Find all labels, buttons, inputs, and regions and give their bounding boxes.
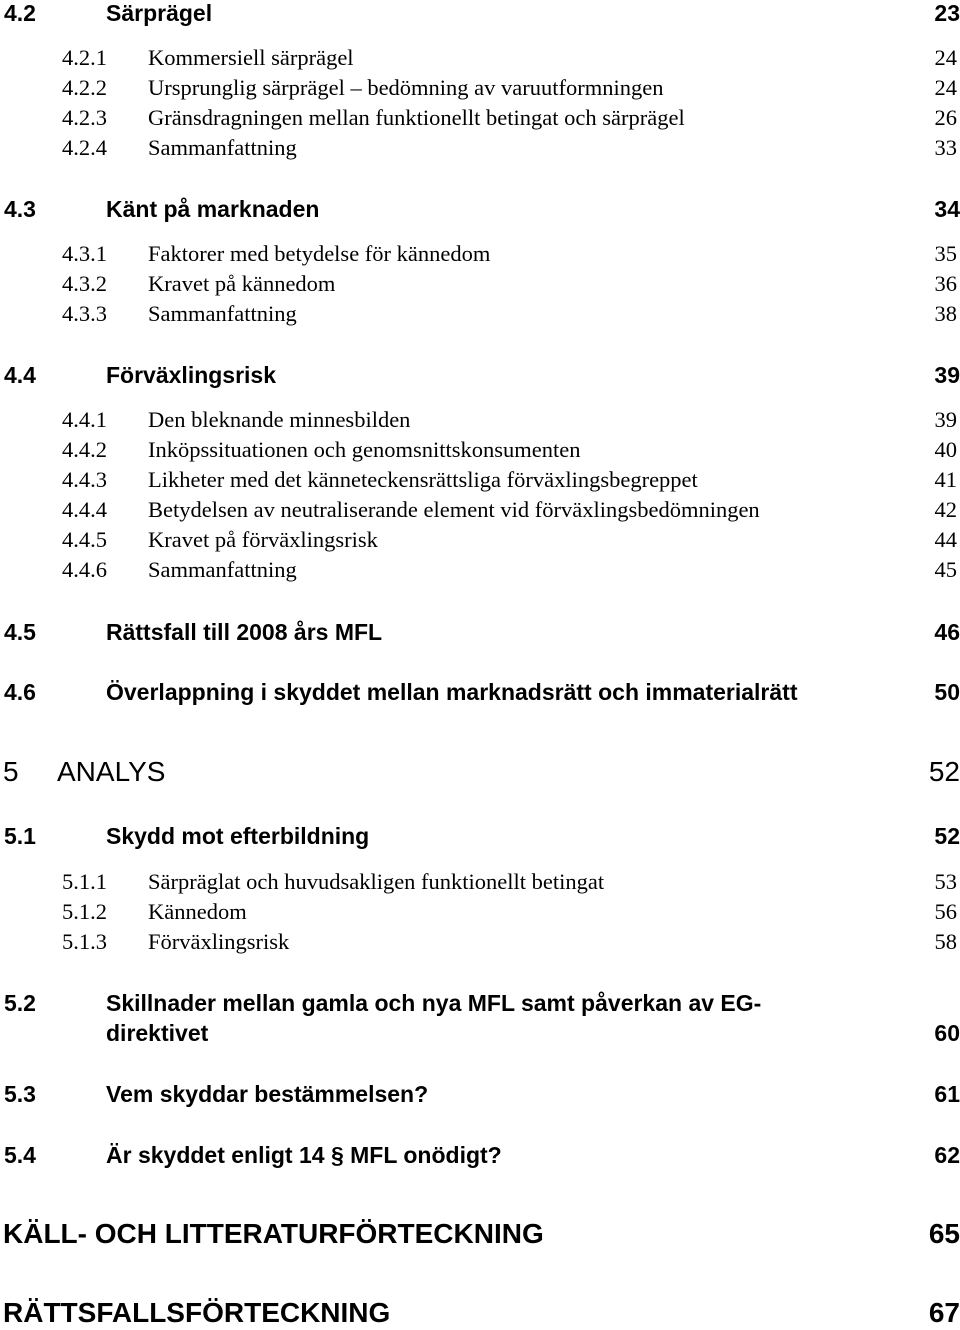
toc-entry-4-6[interactable] bbox=[0, 679, 960, 709]
section-title: Överlappning i skyddet mellan marknadsrätt och immaterialrätt bbox=[106, 679, 798, 705]
section-number: 5.1 bbox=[4, 823, 36, 849]
section-number: 4.2.3 bbox=[62, 105, 107, 130]
page-number: 35 bbox=[934, 241, 957, 266]
section-number: 4.3.1 bbox=[62, 241, 107, 266]
toc-entry-4-4-5[interactable] bbox=[0, 527, 960, 557]
page-number: 41 bbox=[934, 467, 957, 492]
section-title: Kravet på kännedom bbox=[148, 271, 336, 296]
toc-entry-5-2[interactable] bbox=[0, 990, 960, 1050]
section-number: 4.5 bbox=[4, 619, 36, 645]
section-title: Betydelsen av neutraliserande element vid förväxlingsbedömningen bbox=[148, 497, 760, 522]
toc-entry-4-3-2[interactable] bbox=[0, 271, 960, 301]
section-title: Sammanfattning bbox=[148, 557, 297, 582]
toc-entry-4-4-2[interactable] bbox=[0, 437, 960, 467]
page-number: 62 bbox=[934, 1142, 960, 1168]
toc-entry-4-2-3[interactable] bbox=[0, 105, 960, 135]
page-number: 52 bbox=[934, 823, 960, 849]
section-title: Kravet på förväxlingsrisk bbox=[148, 527, 378, 552]
section-title: Den bleknande minnesbilden bbox=[148, 407, 411, 432]
page-number: 45 bbox=[934, 557, 957, 582]
page-number: 39 bbox=[934, 407, 957, 432]
toc-entry-4-2-2[interactable] bbox=[0, 75, 960, 105]
section-number: 5.1.3 bbox=[62, 929, 107, 954]
chapter-number: 5 bbox=[3, 756, 19, 787]
toc-entry-4-2[interactable] bbox=[0, 0, 960, 30]
section-title: Sammanfattning bbox=[148, 135, 297, 160]
section-title-line-2: direktivet bbox=[106, 1020, 209, 1046]
page-number: 44 bbox=[934, 527, 957, 552]
section-title: Särpräglat och huvudsakligen funktionellt betingat bbox=[148, 869, 605, 894]
section-title: Särprägel bbox=[106, 0, 213, 26]
section-number: 4.2.2 bbox=[62, 75, 107, 100]
page-number: 26 bbox=[934, 105, 957, 130]
section-title: Skydd mot efterbildning bbox=[106, 823, 370, 849]
toc-entry-4-5[interactable] bbox=[0, 619, 960, 649]
page-number: 65 bbox=[928, 1218, 960, 1249]
section-number: 5.1.1 bbox=[62, 869, 107, 894]
toc-entry-5-1[interactable] bbox=[0, 823, 960, 853]
toc-entry-4-4-1[interactable] bbox=[0, 407, 960, 437]
toc-entry-rattsfallsforteckning[interactable] bbox=[0, 1297, 960, 1327]
section-title: Känt på marknaden bbox=[106, 196, 320, 222]
toc-entry-kallforteckning[interactable] bbox=[0, 1218, 960, 1248]
toc-entry-5-1-1[interactable] bbox=[0, 869, 960, 899]
section-number: 5.1.2 bbox=[62, 899, 107, 924]
page-number: 39 bbox=[934, 362, 960, 388]
section-number: 4.4.5 bbox=[62, 527, 107, 552]
section-title: Förväxlingsrisk bbox=[148, 929, 290, 954]
section-number: 4.2.4 bbox=[62, 135, 107, 160]
page-number: 50 bbox=[934, 679, 960, 705]
toc-entry-4-3[interactable] bbox=[0, 196, 960, 226]
section-title: Är skyddet enligt 14 § MFL onödigt? bbox=[106, 1142, 502, 1168]
page-number: 46 bbox=[934, 619, 960, 645]
toc-entry-4-4[interactable] bbox=[0, 362, 960, 392]
page-number: 24 bbox=[934, 75, 957, 100]
page-number: 23 bbox=[934, 0, 960, 26]
page-number: 24 bbox=[934, 45, 957, 70]
toc-entry-4-4-4[interactable] bbox=[0, 497, 960, 527]
section-title: Likheter med det känneteckensrättsliga förväxlingsbegreppet bbox=[148, 467, 698, 492]
section-number: 4.2.1 bbox=[62, 45, 107, 70]
section-number: 4.4.1 bbox=[62, 407, 107, 432]
section-number: 4.3.3 bbox=[62, 301, 107, 326]
toc-entry-4-3-3[interactable] bbox=[0, 301, 960, 331]
toc-entry-4-2-4[interactable] bbox=[0, 135, 960, 165]
toc-entry-5-1-2[interactable] bbox=[0, 899, 960, 929]
page-number: 40 bbox=[934, 437, 957, 462]
section-title: Faktorer med betydelse för kännedom bbox=[148, 241, 491, 266]
toc-entry-4-3-1[interactable] bbox=[0, 241, 960, 271]
toc-entry-4-4-3[interactable] bbox=[0, 467, 960, 497]
section-number: 4.4.2 bbox=[62, 437, 107, 462]
section-title: Ursprunglig särprägel – bedömning av varuutformningen bbox=[148, 75, 664, 100]
page-number: 53 bbox=[934, 869, 957, 894]
page-number: 60 bbox=[934, 1020, 960, 1046]
toc-entry-5-3[interactable] bbox=[0, 1081, 960, 1111]
page-number: 33 bbox=[934, 135, 957, 160]
chapter-title: ANALYS bbox=[57, 756, 166, 787]
toc-entry-5-1-3[interactable] bbox=[0, 929, 960, 959]
toc-entry-4-2-1[interactable] bbox=[0, 45, 960, 75]
page-number: 36 bbox=[934, 271, 957, 296]
toc-entry-4-4-6[interactable] bbox=[0, 557, 960, 587]
section-number: 4.4.3 bbox=[62, 467, 107, 492]
section-title: Rättsfall till 2008 års MFL bbox=[106, 619, 383, 645]
section-number: 4.4 bbox=[4, 362, 36, 388]
section-number: 4.2 bbox=[4, 0, 36, 26]
page-number: 34 bbox=[934, 196, 960, 222]
section-title: Sammanfattning bbox=[148, 301, 297, 326]
page-number: 56 bbox=[934, 899, 957, 924]
section-number: 5.3 bbox=[4, 1081, 36, 1107]
section-title: Kännedom bbox=[148, 899, 247, 924]
page-number: 52 bbox=[928, 756, 960, 787]
page-number: 42 bbox=[934, 497, 957, 522]
chapter-title: KÄLL- OCH LITTERATURFÖRTECKNING bbox=[3, 1218, 544, 1249]
section-number: 5.2 bbox=[4, 990, 36, 1016]
section-number: 5.4 bbox=[4, 1142, 36, 1168]
section-title: Gränsdragningen mellan funktionellt betingat och särprägel bbox=[148, 105, 685, 130]
page-number: 38 bbox=[934, 301, 957, 326]
section-title: Vem skyddar bestämmelsen? bbox=[106, 1081, 429, 1107]
toc-entry-5-4[interactable] bbox=[0, 1142, 960, 1172]
section-number: 4.4.6 bbox=[62, 557, 107, 582]
page-number: 67 bbox=[928, 1297, 960, 1328]
page-number: 58 bbox=[934, 929, 957, 954]
section-title: Kommersiell särprägel bbox=[148, 45, 354, 70]
section-title-line-1: Skillnader mellan gamla och nya MFL samt påverkan av EG- bbox=[106, 990, 762, 1016]
page-number: 61 bbox=[934, 1081, 960, 1107]
section-title: Inköpssituationen och genomsnittskonsumenten bbox=[148, 437, 581, 462]
section-number: 4.6 bbox=[4, 679, 36, 705]
toc-entry-5[interactable] bbox=[0, 756, 960, 786]
section-number: 4.3.2 bbox=[62, 271, 107, 296]
section-title: Förväxlingsrisk bbox=[106, 362, 277, 388]
chapter-title: RÄTTSFALLSFÖRTECKNING bbox=[3, 1297, 391, 1328]
section-number: 4.4.4 bbox=[62, 497, 107, 522]
section-number: 4.3 bbox=[4, 196, 36, 222]
